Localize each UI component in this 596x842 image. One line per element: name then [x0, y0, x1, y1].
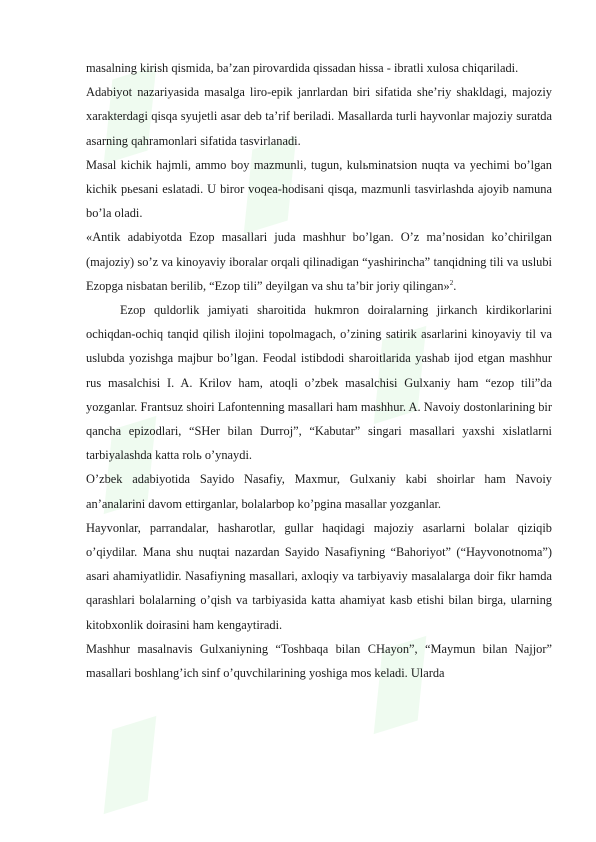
paragraph-6: O’zbek adabiyotida Sayido Nasafiy, Maxmur, Gulxaniy kabi shoirlar ham Navoiy an’analarini davom ettirganlar, bolalarbop ko’pgina masallar yozganlar. — [86, 472, 552, 511]
footnote-ref[interactable]: 2 — [449, 278, 454, 287]
watermark-shape — [104, 716, 157, 814]
document-page — [86, 56, 552, 685]
paragraph-3: Masal kichik hajmli, ammo boy mazmunli, tugun, kulьminatsion nuqta va yechimi bo’lgan kichik pьesani eslatadi. U biror voqea-hodisani qisqa, mazmunli tasvirlashda ajoyib namuna bo’la oladi. — [86, 157, 552, 221]
paragraph-2: Adabiyot nazariyasida masalga liro-epik janrlardan biri sifatida she’riy shakldagi, majoziy xarakterdagi qisqa syujetli asar deb ta’rif beriladi. Masallarda turli hayvonlar majoziy suratda asarning qahramonlari sifatida tasvirlanadi. — [86, 85, 552, 148]
paragraph-7: Hayvonlar, parrandalar, hasharotlar, gullar haqidagi majoziy asarlarni bolalar qiziqib o’qiydilar. Mana shu nuqtai nazardan Sayido Nasafiyning “Bahoriyot” (“Hayvonotnoma”) asari ahamiyatlidir. Nasafiyning masallari, axloqiy va tarbiyaviy masalalarga doir fikr hamda qarashlari bolalarning o’qish va tarbiyasida katta ahamiyat kasb etishi bilan birga, ularning kitobxonlik doirasini ham kengaytiradi. — [86, 520, 552, 632]
paragraph-8: Mashhur masalnavis Gulxaniyning “Toshbaqa bilan CHayon”, “Maymun bilan Najjor” masallari boshlang’ich sinf o’quvchilarining yoshiga mos keladi. Ularda — [86, 641, 552, 681]
paragraph-4: «Antik adabiyotda Ezop masallari juda mashhur bo’lgan. O’z ma’nosidan ko’chirilgan (majoziy) so’z va kinoyaviy iboralar orqali qilinadigan “yashirincha” tanqidning tili va uslubi Ezopga nisbatan berilib, “Ezop tili” deyilgan va shu ta’bir joriy qilingan»$^2$. — [86, 230, 552, 293]
paragraph-5: Ezop quldorlik jamiyati sharoitida hukmron doiralarning jirkanch kirdikorlarini ochiqdan-ochiq tanqid qilish ilojini topolmagach, o’zining satirik asarlarini kinoyaviy til va uslubda yozishga majbur bo’lgan. Feodal istibdodi sharoitlarida yashab ijod etgan mashhur rus masalchisi I. A. Krilov ham, atoqli o’zbek masalchisi Gulxaniy ham “ezop tili”da yozganlar. Frantsuz shoiri Lafontenning masallari ham mashhur. A. Navoiy dostonlarining bir qancha epizodlari, “SHer bilan Durroj”, “Kabutar” singari masallari yaxshi xislatlarni tarbiyalashda katta rolь o’ynaydi. — [86, 303, 552, 463]
paragraph-1: masalning kirish qismida, ba’zan pirovardida qissadan hissa - ibratli xulosa chiqariladi. — [86, 61, 519, 75]
